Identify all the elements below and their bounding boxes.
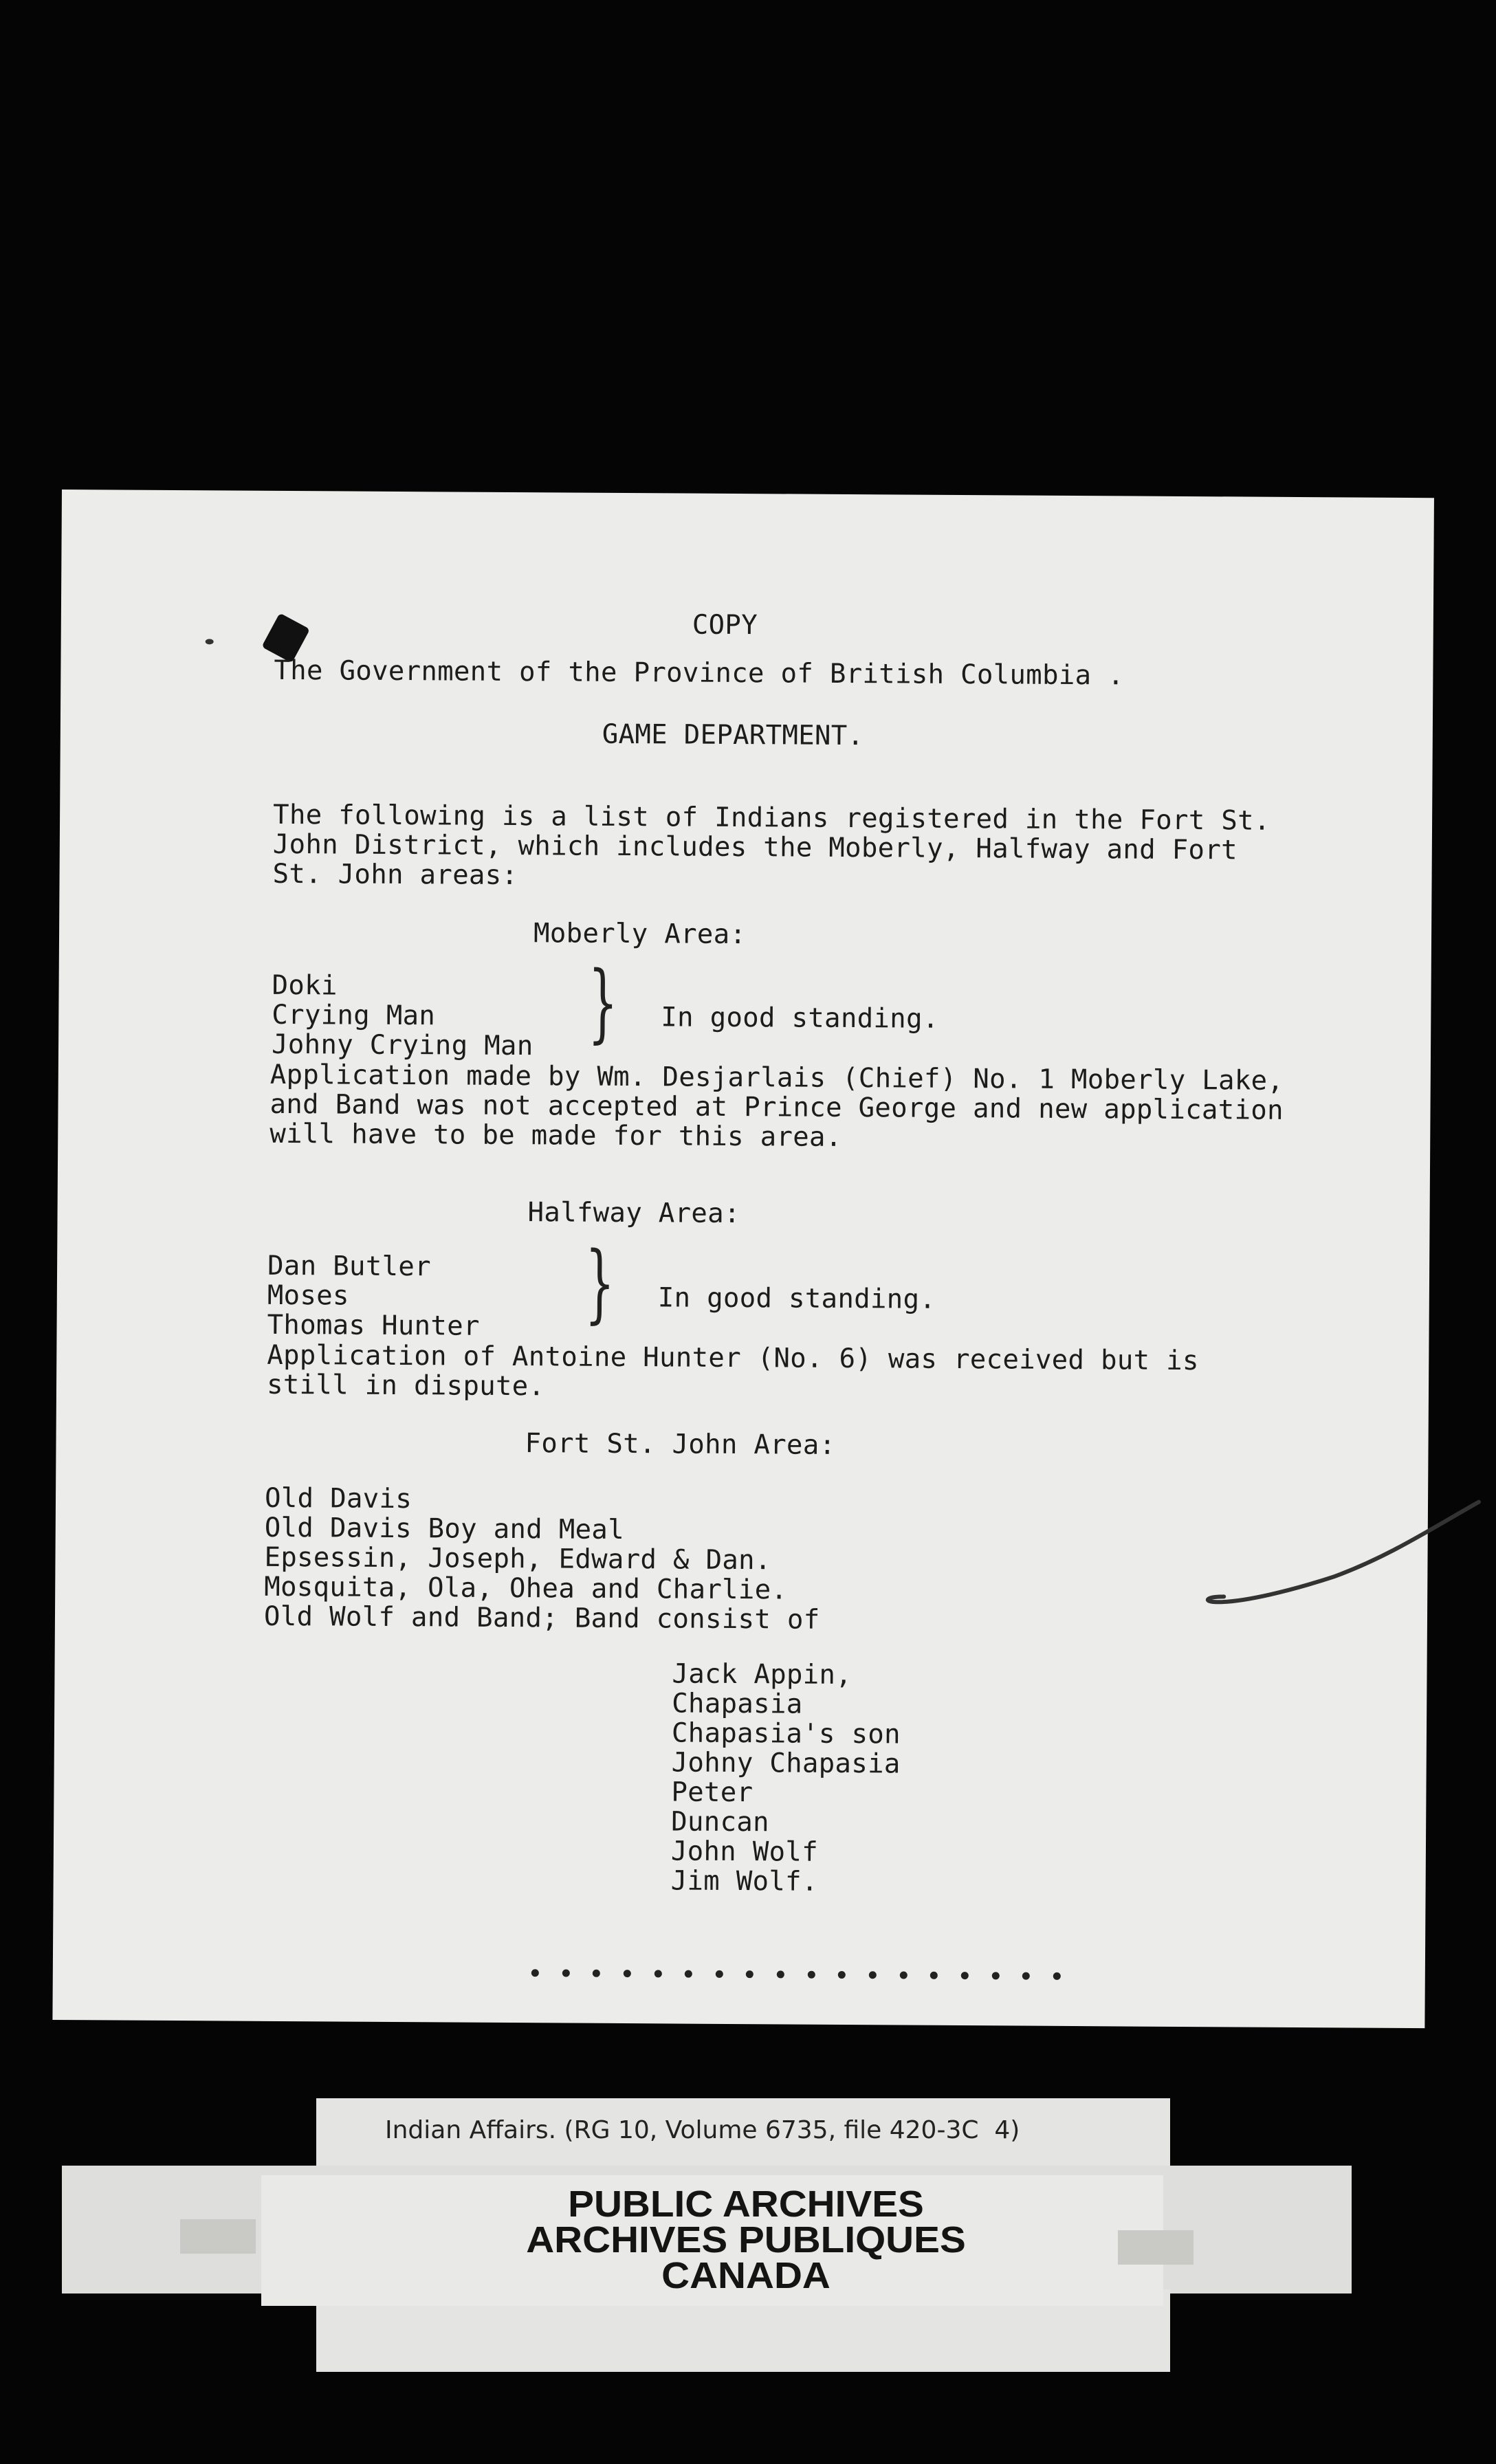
- copy-heading: COPY: [692, 609, 758, 641]
- pen-squiggle-mark: [1128, 1486, 1486, 1626]
- archive-stamp-line: CANADA: [661, 2255, 830, 2296]
- fort-st-john-area-title: Fort St. John Area:: [525, 1428, 836, 1461]
- government-line: The Government of the Province of British Columbia .: [274, 654, 1125, 692]
- fort-st-john-entry: Mosquita, Ola, Ohea and Charlie.: [264, 1571, 788, 1606]
- band-member: Jack Appin,: [672, 1658, 852, 1691]
- fort-st-john-entry: Old Wolf and Band; Band consist of: [263, 1600, 820, 1636]
- fort-st-john-entry: Epsessin, Joseph, Edward & Dan.: [264, 1541, 771, 1576]
- moberly-name: Johny Crying Man: [271, 1028, 534, 1062]
- fort-st-john-entry: Old Davis: [264, 1482, 412, 1515]
- band-member: Duncan: [671, 1806, 770, 1838]
- halfway-status: In good standing.: [657, 1282, 936, 1315]
- archive-stamp: [468, 2186, 1024, 2294]
- archive-reference: Indian Affairs. (RG 10, Volume 6735, file 420-3C 4): [385, 2116, 1020, 2144]
- fort-st-john-entry: Old Davis Boy and Meal: [264, 1512, 625, 1546]
- halfway-name: Dan Butler: [267, 1250, 432, 1283]
- moberly-status: In good standing.: [661, 1002, 939, 1035]
- moberly-note: and Band was not accepted at Prince George and new application: [270, 1088, 1284, 1126]
- intro-line: The following is a list of Indians registered in the Fort St.: [272, 799, 1270, 837]
- halfway-note: Application of Antoine Hunter (No. 6) was received but is: [267, 1339, 1199, 1377]
- intro-line: St. John areas:: [272, 858, 518, 892]
- stray-mark: [206, 639, 214, 644]
- moberly-area-title: Moberly Area:: [533, 918, 747, 951]
- band-member: Peter: [671, 1776, 754, 1809]
- film-tab-mark: [180, 2219, 256, 2254]
- department-title: GAME DEPARTMENT.: [602, 718, 864, 752]
- band-member: John Wolf: [670, 1836, 819, 1868]
- brace-mark: }: [584, 1233, 615, 1333]
- halfway-note: still in dispute.: [266, 1369, 545, 1402]
- film-tab-mark: [1118, 2230, 1194, 2265]
- band-member: Chapasia: [672, 1688, 803, 1720]
- halfway-name: Thomas Hunter: [267, 1309, 480, 1342]
- halfway-area-title: Halfway Area:: [527, 1197, 740, 1230]
- brace-mark: }: [587, 953, 619, 1053]
- moberly-note: Application made by Wm. Desjarlais (Chief) No. 1 Moberly Lake,: [270, 1059, 1284, 1097]
- halfway-name: Moses: [267, 1279, 349, 1312]
- dotted-separator: [531, 1969, 1061, 1980]
- archive-stamp-line: ARCHIVES PUBLIQUES: [526, 2219, 966, 2260]
- band-member: Chapasia's son: [671, 1717, 901, 1750]
- moberly-name: Crying Man: [272, 999, 436, 1032]
- band-member: Johny Chapasia: [671, 1747, 901, 1780]
- moberly-name: Doki: [272, 969, 338, 1002]
- moberly-note: will have to be made for this area.: [270, 1118, 842, 1153]
- document-page: [52, 490, 1434, 2028]
- archive-stamp-line: PUBLIC ARCHIVES: [568, 2184, 924, 2225]
- intro-line: John District, which includes the Moberly, Halfway and Fort: [272, 828, 1238, 866]
- band-member: Jim Wolf.: [670, 1865, 818, 1898]
